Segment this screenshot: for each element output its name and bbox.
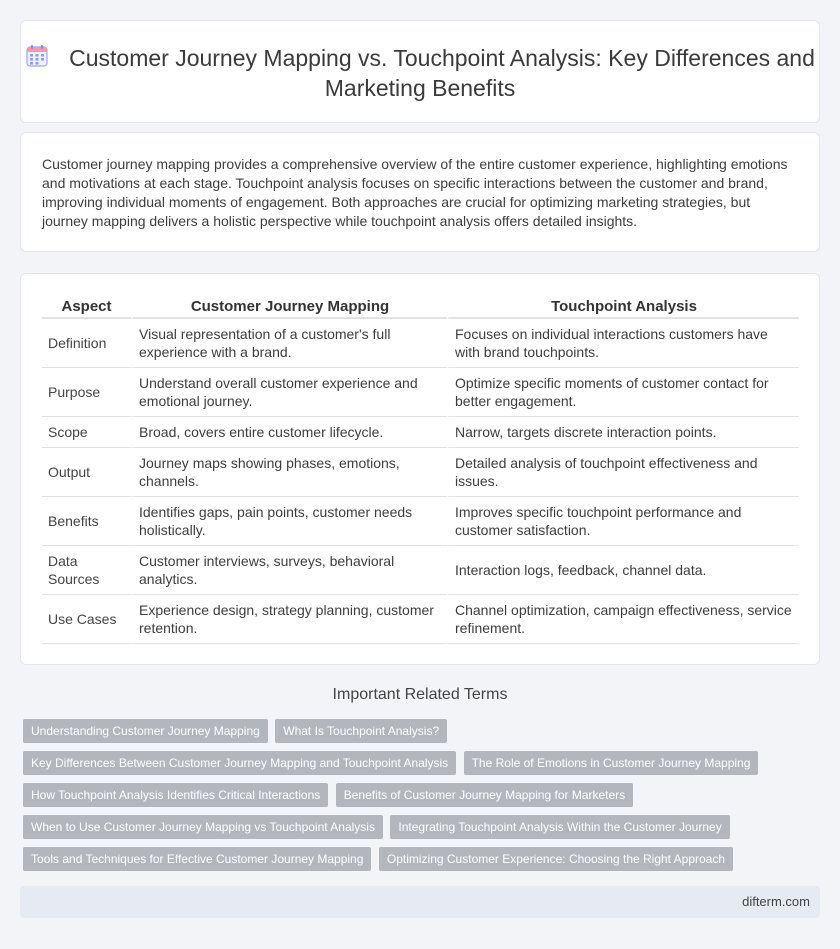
table-row [42, 319, 799, 368]
footer [20, 886, 820, 918]
row-ta: Interaction logs, feedback, channel data. [447, 546, 799, 595]
row-cjm: Identifies gaps, pain points, customer needs holistically. [131, 497, 447, 546]
related-term-tag[interactable]: How Touchpoint Analysis Identifies Critical Interactions [23, 783, 328, 807]
row-ta: Channel optimization, campaign effectiveness, service refinement. [447, 595, 799, 644]
related-term-tag[interactable]: Understanding Customer Journey Mapping [23, 719, 268, 743]
table-row [42, 497, 799, 546]
tag-row [23, 783, 803, 807]
table-row [42, 417, 799, 448]
related-term-tag[interactable]: When to Use Customer Journey Mapping vs Touchpoint Analysis [23, 815, 383, 839]
table-row [42, 368, 799, 417]
row-cjm: Visual representation of a customer's full experience with a brand. [131, 319, 447, 368]
row-aspect: Benefits [42, 497, 131, 546]
row-aspect: Scope [42, 417, 131, 448]
header-touchpoint-analysis: Touchpoint Analysis [447, 296, 799, 319]
related-term-tag[interactable]: What Is Touchpoint Analysis? [275, 719, 447, 743]
footer-site-link[interactable]: difterm.com [742, 894, 810, 909]
related-term-tag[interactable]: Key Differences Between Customer Journey Mapping and Touchpoint Analysis [23, 751, 456, 775]
table-header-row [42, 296, 799, 319]
row-ta: Optimize specific moments of customer contact for better engagement. [447, 368, 799, 417]
header-aspect: Aspect [42, 296, 131, 319]
row-cjm: Journey maps showing phases, emotions, channels. [131, 448, 447, 497]
row-cjm: Understand overall customer experience and emotional journey. [131, 368, 447, 417]
page-title: Customer Journey Mapping vs. Touchpoint Analysis: Key Differences and Marketing Benefits [69, 45, 815, 101]
related-term-tag[interactable]: Optimizing Customer Experience: Choosing the Right Approach [379, 847, 733, 871]
related-terms-list [23, 719, 803, 879]
title-card [20, 20, 820, 123]
row-cjm: Customer interviews, surveys, behavioral analytics. [131, 546, 447, 595]
row-cjm: Experience design, strategy planning, customer retention. [131, 595, 447, 644]
related-term-tag[interactable]: Benefits of Customer Journey Mapping for Marketers [336, 783, 633, 807]
header-customer-journey-mapping: Customer Journey Mapping [131, 296, 447, 319]
row-ta: Focuses on individual interactions customers have with brand touchpoints. [447, 319, 799, 368]
intro-card [20, 132, 820, 252]
row-aspect: Output [42, 448, 131, 497]
table-row [42, 448, 799, 497]
table-row [42, 595, 799, 644]
comparison-table [42, 296, 799, 644]
tag-row [23, 719, 803, 743]
comparison-card [20, 273, 820, 665]
related-terms-heading: Important Related Terms [332, 686, 508, 703]
row-ta: Detailed analysis of touchpoint effectiveness and issues. [447, 448, 799, 497]
tag-row [23, 751, 803, 775]
tag-row [23, 815, 803, 839]
page-title-wrap [21, 43, 819, 103]
row-ta: Narrow, targets discrete interaction points. [447, 417, 799, 448]
related-term-tag[interactable]: The Role of Emotions in Customer Journey Mapping [464, 751, 759, 775]
row-cjm: Broad, covers entire customer lifecycle. [131, 417, 447, 448]
calendar-icon [25, 44, 49, 68]
row-aspect: Use Cases [42, 595, 131, 644]
tag-row [23, 847, 803, 871]
related-term-tag[interactable]: Integrating Touchpoint Analysis Within the Customer Journey [390, 815, 729, 839]
row-aspect: Data Sources [42, 546, 131, 595]
row-aspect: Purpose [42, 368, 131, 417]
related-term-tag[interactable]: Tools and Techniques for Effective Customer Journey Mapping [23, 847, 371, 871]
table-row [42, 546, 799, 595]
row-aspect: Definition [42, 319, 131, 368]
row-ta: Improves specific touchpoint performance and customer satisfaction. [447, 497, 799, 546]
intro-text: Customer journey mapping provides a comprehensive overview of the entire customer experience, highlighting emotions and motivations at each stage. Touchpoint analysis focuses on specific interactions between the customer and brand, improving individual moments of engagement. Both approaches are crucial for optimizing marketing strategies, but journey mapping delivers a holistic perspective while touchpoint analysis offers detailed insights. [42, 156, 788, 229]
